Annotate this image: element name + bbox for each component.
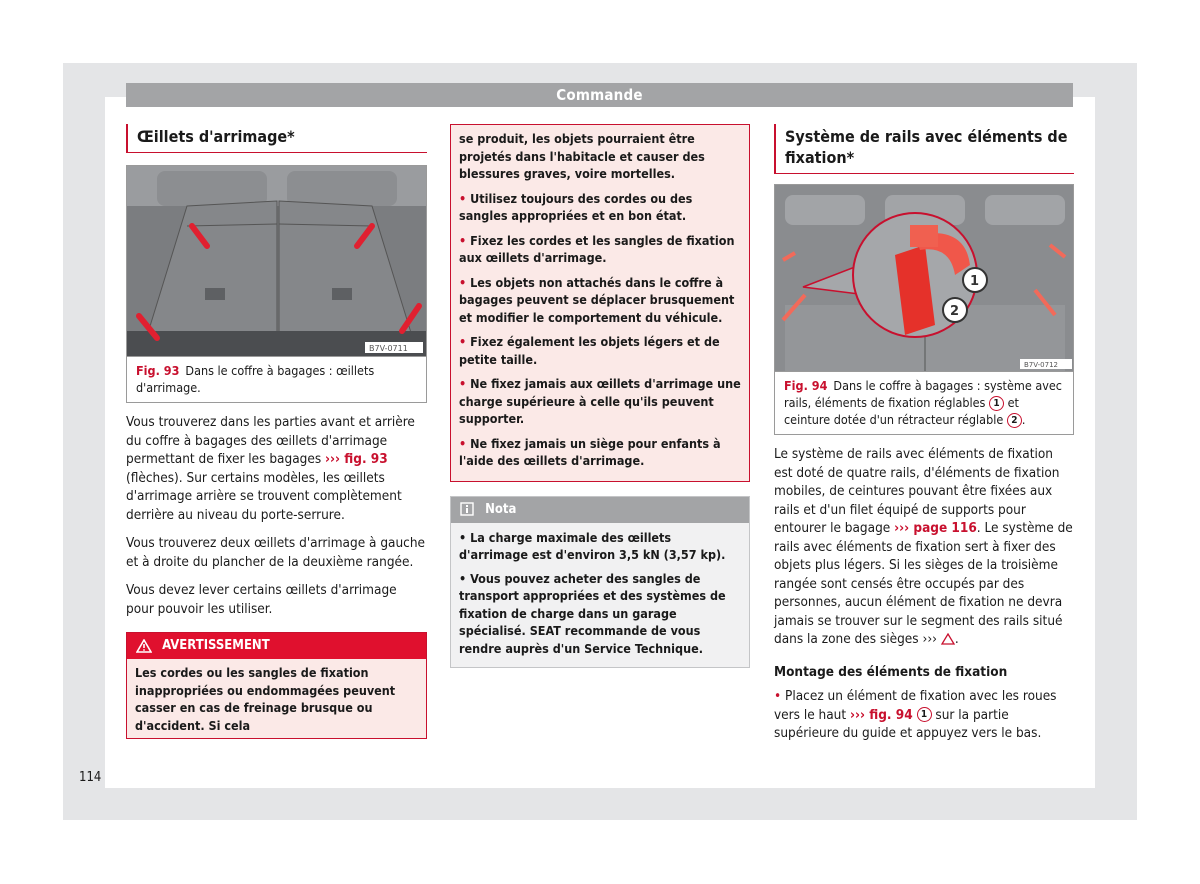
bullet-icon: • (459, 435, 471, 451)
body-text-oeillets (126, 413, 427, 618)
warning-bullet: • Fixez également les objets légers et de petite taille. (459, 334, 720, 367)
warning-box (126, 632, 427, 739)
svg-text:2: 2 (950, 304, 960, 319)
marker-2-icon: 2 (1007, 413, 1022, 428)
marker-1-icon: 1 (989, 396, 1004, 411)
warning-bullet: • Ne fixez jamais aux œillets d'arrimage une charge supérieure à celle qu'ils peuvent supporter. (459, 376, 741, 426)
figure-93 (126, 165, 427, 403)
rail-image (775, 185, 1073, 371)
warning-bullet: • Utilisez toujours des cordes ou des sangles appropriées et en bon état. (459, 190, 693, 223)
body-text-rails (774, 445, 1074, 743)
warning-bullet: • Ne fixez jamais un siège pour enfants à l'aide des œillets d'arrimage. (459, 435, 721, 468)
svg-text:1: 1 (970, 274, 980, 289)
subheading-montage: Montage des éléments de fixation (774, 663, 1008, 680)
warning-bullet: • Fixez les cordes et les sangles de fixation aux œillets d'arrimage. (459, 232, 735, 265)
warning-label: AVERTISSEMENT (162, 638, 270, 653)
warning-bullet: • Les objets non attachés dans le coffre à bagages peuvent se déplacer brusquement et modifier le comportement du véhicule. (459, 274, 735, 325)
paragraph: Vous devez lever certains œillets d'arrimage pour pouvoir les utiliser. (126, 582, 397, 617)
figure-caption: Fig. 94 Dans le coffre à bagages : système avec rails, éléments de fixation réglables 1 et ceinture dotée d'un rétracteur réglable 2 . (784, 378, 1062, 427)
section-title-rails: Système de rails avec éléments de fixation* (774, 124, 1074, 174)
rail-system-illustration (775, 185, 1073, 372)
column-middle (450, 124, 750, 668)
warning-triangle-icon (136, 639, 152, 653)
page-link[interactable]: ››› page 116 (894, 520, 977, 536)
figure-caption-text: Dans le coffre à bagages : œillets d'arrimage. (136, 363, 375, 395)
section-title-oeillets: Œillets d'arrimage* (126, 124, 427, 153)
trunk-tie-down-illustration (127, 166, 426, 357)
bullet-icon: • (459, 334, 471, 349)
page-number: 114 (79, 770, 102, 785)
note-header (451, 497, 749, 523)
warning-text: Les cordes ou les sangles de fixation inappropriées ou endommagées peuvent casser en cas de freinage brusque ou d'accident. Si cela (135, 665, 396, 733)
figure-link[interactable]: ››› fig. 93 (325, 451, 388, 467)
note-label: Nota (485, 501, 517, 517)
bullet-icon: • (459, 376, 471, 391)
note-bullet: • Vous pouvez acheter des sangles de transport appropriées et des systèmes de fixation de charge dans un garage spécialisé. SEAT recommande de vous rendre auprès d'un Service Technique. (459, 570, 726, 656)
warning-header (127, 633, 426, 659)
bullet-icon: • (459, 190, 471, 206)
warning-box-continued (450, 124, 750, 482)
note-box (450, 496, 750, 669)
figure-number: Fig. 94 (784, 378, 828, 393)
trunk-image (127, 166, 426, 356)
paragraph: Vous trouverez deux œillets d'arrimage à gauche et à droite du plancher de la deuxième rangée. (126, 535, 426, 570)
paragraph: Le système de rails avec éléments de fixation est doté de quatre rails, d'éléments de fixation mobiles, de ceintures pouvant être fixées aux rails et d'un filet équipé de supports pour entourer le bagage ››› page 116. Le système de rails avec éléments de fixation sert à fixer des objets plus légers. Si les sièges de la troisième rangée sont censés être occupés par des personnes, aucun élément de fixation ne devra jamais se trouver sur le segment des rails situé dans la zone des sièges ››› . (774, 446, 1073, 647)
figure-caption (127, 357, 426, 402)
figure-94 (774, 184, 1074, 435)
svg-text:B7V-0712: B7V-0712 (1024, 361, 1058, 369)
note-bullet: • La charge maximale des œillets d'arrimage est d'environ 3,5 kN (3,57 kp). (459, 529, 726, 562)
warning-triangle-link-icon[interactable] (941, 633, 955, 645)
note-body (451, 523, 749, 668)
column-left (126, 124, 427, 739)
column-right (774, 124, 1074, 753)
marker-1-icon: 1 (917, 707, 932, 722)
step-item: • Placez un élément de fixation avec les roues vers le haut ››› fig. 94 1 sur la partie supérieure du guide et appuyez vers le bas. (774, 688, 1057, 741)
bullet-icon: • (459, 232, 471, 248)
bullet-icon: • (774, 688, 786, 704)
figure-number: Fig. 93 (136, 363, 180, 378)
info-icon (460, 502, 474, 516)
bullet-icon: • (459, 274, 471, 290)
paragraph: Vous trouverez dans les parties avant et arrière du coffre à bagages des œillets d'arrimage permettant de fixer les bagages ››› fig. 93 (flèches). Sur certains modèles, les œillets d'arrimage arrière se trouvent complètement derrière au niveau du porte-serrure. (126, 414, 415, 523)
svg-text:B7V-0711: B7V-0711 (369, 344, 408, 353)
figure-link[interactable]: ››› fig. 94 (850, 706, 913, 723)
warning-intro: se produit, les objets pourraient être projetés dans l'habitacle et causer des blessures graves, voire mortelles. (459, 131, 705, 181)
chapter-header: Commande (126, 83, 1073, 107)
